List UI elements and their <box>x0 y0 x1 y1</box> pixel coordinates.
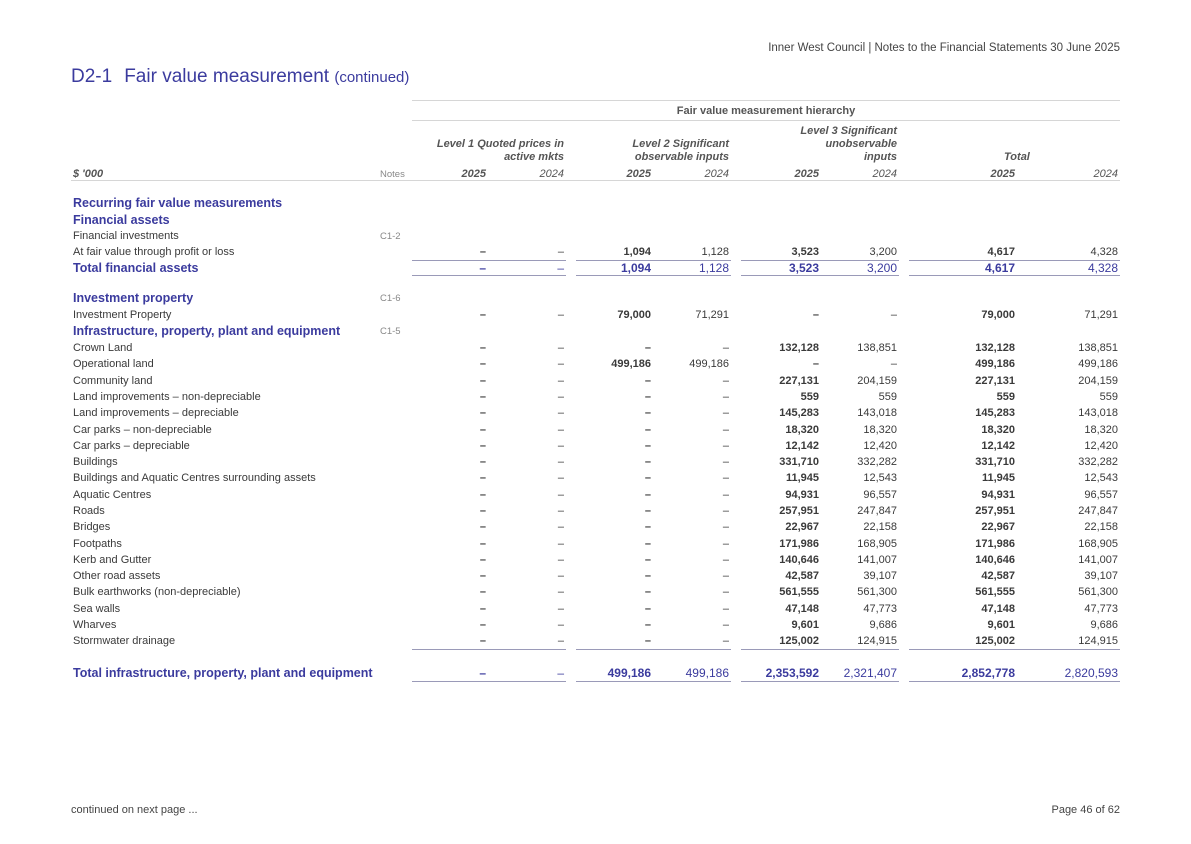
financial-assets-heading: Financial assets <box>73 212 170 227</box>
cell-level3-2025: 125,002 <box>741 633 821 649</box>
row-label: Car parks – depreciable <box>73 439 190 452</box>
level1-year-2025: 2025 <box>412 164 488 180</box>
cell-level3-2024: 168,905 <box>857 537 897 550</box>
cell-level2-2025: 499,186 <box>576 650 653 682</box>
cell-total-2024: 39,107 <box>1084 570 1118 583</box>
table-row <box>71 552 1120 568</box>
cell-total-2025: 140,646 <box>975 553 1015 566</box>
cell-total-2025: 2,852,778 <box>909 650 1017 682</box>
cell-level3-2025: 227,131 <box>779 374 819 387</box>
table-row <box>71 307 1120 323</box>
level3-year-2024: 2024 <box>821 164 899 180</box>
cell-total-2024: 18,320 <box>1084 423 1118 436</box>
cell-level3-2024: 9,686 <box>869 619 897 632</box>
row-label: Stormwater drainage <box>73 635 176 648</box>
row-label: Operational land <box>73 358 154 371</box>
cell-total-2024: 559 <box>1099 390 1118 403</box>
row-label: Land improvements – depreciable <box>73 407 239 420</box>
cell-level1-2025: – <box>479 390 486 403</box>
cell-total-2025: 257,951 <box>975 505 1015 517</box>
cell-total-2025: 47,148 <box>981 602 1015 615</box>
cell-level3-2025: 3,523 <box>741 244 821 260</box>
row-label: Buildings and Aquatic Centres surrounding assets <box>73 472 316 485</box>
row-notes: C1-6 <box>380 292 401 304</box>
cell-level2-2025: – <box>644 472 651 485</box>
row-label: Aquatic Centres <box>73 488 152 501</box>
cell-level2-2024: – <box>722 521 729 534</box>
cell-level3-2024: 124,915 <box>821 633 899 649</box>
cell-level2-2024: 499,186 <box>653 650 731 682</box>
table-row <box>71 617 1120 633</box>
cell-total-2025: 145,283 <box>975 407 1015 420</box>
cell-level1-2024: – <box>557 342 564 355</box>
cell-level2-2024: – <box>722 456 729 469</box>
cell-total-2024: 4,328 <box>1017 261 1120 276</box>
year-header-row <box>71 164 1120 180</box>
row-label: Car parks – non-depreciable <box>73 423 212 436</box>
cell-level3-2025: – <box>812 308 819 321</box>
cell-level1-2025: – <box>479 407 486 420</box>
cell-level1-2024: – <box>557 553 564 566</box>
cell-level2-2025: – <box>644 439 651 452</box>
cell-level3-2025: 140,646 <box>779 553 819 566</box>
row-label: Investment Property <box>73 308 172 321</box>
table-row <box>71 405 1120 421</box>
table-row <box>71 454 1120 470</box>
cell-total-2024: 141,007 <box>1078 553 1118 566</box>
row-label: Land improvements – non-depreciable <box>73 390 261 403</box>
cell-total-2025: 42,587 <box>981 570 1015 583</box>
cell-level3-2025: 22,967 <box>785 521 819 534</box>
level-header-row <box>71 121 1120 165</box>
total-header: Total <box>1004 151 1030 163</box>
cell-level3-2024: 96,557 <box>863 488 897 501</box>
cell-total-2024: 71,291 <box>1084 308 1118 321</box>
level2-year-2024: 2024 <box>653 164 731 180</box>
cell-level1-2024: – <box>557 505 564 517</box>
investment-property-heading: Investment property <box>73 291 194 306</box>
cell-total-2025: 22,967 <box>981 521 1015 534</box>
cell-total-2025: 9,601 <box>987 619 1015 632</box>
total-row <box>71 261 1120 276</box>
cell-level3-2025: 42,587 <box>785 570 819 583</box>
table-row <box>71 421 1120 437</box>
level2-header: Level 2 Significant observable inputs <box>632 138 729 163</box>
cell-level1-2024: – <box>557 407 564 420</box>
row-label: Bulk earthworks (non-depreciable) <box>73 586 241 599</box>
cell-level3-2025: 94,931 <box>785 488 819 501</box>
cell-level1-2024: – <box>557 423 564 436</box>
cell-level2-2025: – <box>644 570 651 583</box>
cell-level3-2025: 331,710 <box>779 456 819 469</box>
table-row <box>71 244 1120 260</box>
cell-total-2025: 12,142 <box>981 439 1015 452</box>
cell-level1-2025: – <box>412 633 488 649</box>
cell-level3-2024: 143,018 <box>857 407 897 420</box>
cell-level2-2025: – <box>644 456 651 469</box>
level3-header: Level 3 Significant unobservable inputs <box>800 125 897 163</box>
section-number: D2-1 <box>71 66 113 87</box>
table-row <box>71 389 1120 405</box>
cell-level2-2024: – <box>722 374 729 387</box>
cell-total-2025: 94,931 <box>981 488 1015 501</box>
cell-level1-2024: – <box>557 358 564 371</box>
cell-level1-2025: – <box>479 586 486 599</box>
continued-label: (continued) <box>334 69 410 86</box>
cell-level1-2024: – <box>488 261 566 276</box>
cell-level1-2025: – <box>479 570 486 583</box>
cell-level1-2025: – <box>412 650 488 682</box>
level1-header: Level 1 Quoted prices in active mkts <box>436 138 564 163</box>
cell-total-2025: 559 <box>996 390 1015 403</box>
level1-year-2024: 2024 <box>488 164 566 180</box>
cell-level3-2024: 204,159 <box>857 374 897 387</box>
cell-level2-2024: – <box>722 586 729 599</box>
cell-level3-2025: 561,555 <box>779 586 819 599</box>
cell-level3-2025: 2,353,592 <box>741 650 821 682</box>
level3-year-2025: 2025 <box>741 164 821 180</box>
cell-level3-2024: 3,200 <box>821 244 899 260</box>
cell-level3-2025: 11,945 <box>785 472 819 485</box>
row-label: Roads <box>73 505 105 517</box>
section-row <box>71 194 1120 211</box>
cell-level2-2025: – <box>644 423 651 436</box>
cell-level3-2025: 47,148 <box>785 602 819 615</box>
cell-total-2024: 47,773 <box>1084 602 1118 615</box>
cell-level2-2024: – <box>722 602 729 615</box>
cell-level1-2024: – <box>557 619 564 632</box>
cell-level1-2025: – <box>479 456 486 469</box>
cell-level2-2024: 1,128 <box>653 261 731 276</box>
cell-total-2025: 4,617 <box>909 244 1017 260</box>
table-row <box>71 535 1120 551</box>
cell-level3-2024: – <box>890 358 897 371</box>
cell-total-2024: 9,686 <box>1090 619 1118 632</box>
cell-level2-2024: – <box>722 619 729 632</box>
level2-year-2025: 2025 <box>576 164 653 180</box>
cell-level2-2025: – <box>644 537 651 550</box>
cell-level3-2025: 9,601 <box>791 619 819 632</box>
cell-level1-2025: – <box>479 358 486 371</box>
cell-total-2024: 96,557 <box>1084 488 1118 501</box>
cell-total-2025: 132,128 <box>975 342 1015 355</box>
section-title: Fair value measurement <box>124 66 330 87</box>
cell-level1-2025: – <box>479 537 486 550</box>
cell-level2-2024: 499,186 <box>689 358 729 371</box>
table-row <box>71 519 1120 535</box>
cell-level2-2024: – <box>722 505 729 517</box>
fair-value-table <box>71 100 1120 682</box>
page-number: Page 46 of 62 <box>1051 804 1120 816</box>
cell-level1-2024: – <box>557 521 564 534</box>
table-row <box>71 340 1120 356</box>
recurring-heading: Recurring fair value measurements <box>73 195 283 210</box>
cell-level2-2024: 71,291 <box>695 308 729 321</box>
cell-level3-2024: 12,420 <box>863 439 897 452</box>
cell-level1-2024: – <box>557 439 564 452</box>
table-row <box>71 438 1120 454</box>
cell-level3-2024: 561,300 <box>857 586 897 599</box>
cell-total-2025: 331,710 <box>975 456 1015 469</box>
cell-level3-2024: – <box>890 308 897 321</box>
cell-total-2024: 143,018 <box>1078 407 1118 420</box>
cell-level1-2025: – <box>479 439 486 452</box>
cell-total-2025: 79,000 <box>981 308 1015 321</box>
row-notes: C1-2 <box>380 230 401 242</box>
cell-level1-2025: – <box>479 602 486 615</box>
cell-level2-2025: – <box>644 342 651 355</box>
table-row <box>71 503 1120 519</box>
row-label: Footpaths <box>73 537 122 550</box>
cell-level1-2024: – <box>557 537 564 550</box>
cell-level1-2025: – <box>479 308 486 321</box>
cell-total-2025: 18,320 <box>981 423 1015 436</box>
cell-total-2024: 204,159 <box>1078 374 1118 387</box>
cell-level1-2025: – <box>479 342 486 355</box>
table-row <box>71 228 1120 244</box>
row-label: Crown Land <box>73 342 133 355</box>
cell-level2-2024: – <box>722 570 729 583</box>
cell-level1-2025: – <box>479 619 486 632</box>
fair-value-table-container <box>71 100 1120 682</box>
row-label: Total infrastructure, property, plant and equipment <box>73 665 373 680</box>
hierarchy-header-row <box>71 101 1120 121</box>
cell-level2-2024: – <box>722 488 729 501</box>
page-header: Inner West Council | Notes to the Financial Statements 30 June 2025 <box>768 42 1120 54</box>
cell-level2-2025: – <box>644 602 651 615</box>
cell-level1-2025: – <box>479 488 486 501</box>
unit-label: $ '000 <box>71 164 378 180</box>
cell-level1-2024: – <box>557 570 564 583</box>
cell-level2-2025: – <box>644 488 651 501</box>
cell-level1-2024: – <box>488 244 566 260</box>
cell-level2-2024: – <box>722 537 729 550</box>
cell-total-2024: 332,282 <box>1078 456 1118 469</box>
cell-level2-2024: – <box>722 342 729 355</box>
cell-level1-2024: – <box>557 308 564 321</box>
cell-level3-2025: 559 <box>800 390 819 403</box>
row-label: Total financial assets <box>73 261 199 276</box>
cell-level3-2024: 22,158 <box>863 521 897 534</box>
cell-level3-2024: 138,851 <box>857 342 897 355</box>
cell-level2-2025: – <box>644 374 651 387</box>
row-label: Wharves <box>73 619 117 632</box>
cell-level3-2024: 47,773 <box>863 602 897 615</box>
row-label: Financial investments <box>73 230 179 243</box>
row-label: Other road assets <box>73 570 161 583</box>
total-year-2024: 2024 <box>1017 164 1120 180</box>
cell-total-2024: 12,420 <box>1084 439 1118 452</box>
table-row <box>71 584 1120 600</box>
cell-level2-2025: 79,000 <box>617 308 651 321</box>
cell-level2-2025: – <box>644 407 651 420</box>
section-row <box>71 290 1120 307</box>
cell-level1-2024: – <box>488 633 566 649</box>
table-body <box>71 180 1120 682</box>
cell-level1-2024: – <box>557 472 564 485</box>
cell-total-2025: 125,002 <box>909 633 1017 649</box>
cell-total-2025: 171,986 <box>975 537 1015 550</box>
cell-total-2024: 138,851 <box>1078 342 1118 355</box>
cell-level2-2024: – <box>722 439 729 452</box>
table-row <box>71 487 1120 503</box>
table-row <box>71 356 1120 372</box>
cell-total-2025: 4,617 <box>909 261 1017 276</box>
cell-level3-2024: 12,543 <box>863 472 897 485</box>
cell-level3-2025: 18,320 <box>785 423 819 436</box>
hierarchy-label: Fair value measurement hierarchy <box>412 101 1120 121</box>
cell-level3-2024: 559 <box>878 390 897 403</box>
cell-level2-2024: 1,128 <box>653 244 731 260</box>
ippe-heading: Infrastructure, property, plant and equipment <box>73 324 341 339</box>
cell-level1-2024: – <box>488 650 566 682</box>
row-label: Sea walls <box>73 602 121 615</box>
table-row <box>71 470 1120 486</box>
cell-level2-2025: – <box>644 586 651 599</box>
notes-header: Notes <box>378 164 412 180</box>
total-year-2025: 2025 <box>909 164 1017 180</box>
cell-level2-2025: – <box>644 390 651 403</box>
cell-level2-2025: – <box>644 505 651 517</box>
cell-level1-2024: – <box>557 586 564 599</box>
cell-level1-2025: – <box>479 423 486 436</box>
page-title <box>71 66 409 88</box>
cell-total-2024: 22,158 <box>1084 521 1118 534</box>
cell-level3-2024: 141,007 <box>857 553 897 566</box>
cell-total-2024: 12,543 <box>1084 472 1118 485</box>
table-row <box>71 601 1120 617</box>
cell-level2-2025: – <box>576 633 653 649</box>
cell-total-2025: 499,186 <box>975 358 1015 371</box>
cell-level3-2025: 145,283 <box>779 407 819 420</box>
cell-level2-2025: 1,094 <box>576 261 653 276</box>
cell-level1-2024: – <box>557 456 564 469</box>
row-label: Bridges <box>73 521 111 534</box>
cell-total-2025: 561,555 <box>975 586 1015 599</box>
row-label: Buildings <box>73 456 118 469</box>
cell-level3-2025: 3,523 <box>741 261 821 276</box>
cell-level3-2025: – <box>812 358 819 371</box>
cell-total-2024: 561,300 <box>1078 586 1118 599</box>
cell-level1-2025: – <box>412 244 488 260</box>
cell-level3-2025: 132,128 <box>779 342 819 355</box>
table-row <box>71 372 1120 388</box>
cell-level1-2025: – <box>479 521 486 534</box>
row-label: Kerb and Gutter <box>73 553 152 566</box>
cell-level1-2024: – <box>557 374 564 387</box>
cell-total-2025: 227,131 <box>975 374 1015 387</box>
cell-level1-2025: – <box>479 505 486 517</box>
cell-level2-2024: – <box>722 423 729 436</box>
cell-level3-2024: 3,200 <box>821 261 899 276</box>
cell-level2-2025: 499,186 <box>611 358 651 371</box>
cell-level3-2025: 257,951 <box>779 505 819 517</box>
cell-total-2024: 168,905 <box>1078 537 1118 550</box>
cell-level1-2025: – <box>479 374 486 387</box>
cell-level1-2024: – <box>557 488 564 501</box>
cell-total-2024: 124,915 <box>1017 633 1120 649</box>
row-label: Community land <box>73 374 153 387</box>
cell-level2-2025: 1,094 <box>576 244 653 260</box>
cell-level2-2024: – <box>722 553 729 566</box>
cell-level3-2024: 247,847 <box>857 505 897 517</box>
cell-level3-2025: 171,986 <box>779 537 819 550</box>
cell-total-2024: 2,820,593 <box>1017 650 1120 682</box>
section-row <box>71 323 1120 340</box>
section-row <box>71 211 1120 228</box>
cell-level2-2024: – <box>722 407 729 420</box>
cell-level2-2024: – <box>722 472 729 485</box>
table-row <box>71 633 1120 649</box>
continued-note: continued on next page ... <box>71 804 198 816</box>
cell-level3-2024: 332,282 <box>857 456 897 469</box>
row-label: At fair value through profit or loss <box>73 246 235 259</box>
cell-total-2024: 4,328 <box>1017 244 1120 260</box>
cell-level3-2024: 18,320 <box>863 423 897 436</box>
cell-level2-2025: – <box>644 521 651 534</box>
row-notes: C1-5 <box>380 325 401 337</box>
cell-level2-2025: – <box>644 619 651 632</box>
cell-level2-2025: – <box>644 553 651 566</box>
cell-level1-2024: – <box>557 390 564 403</box>
cell-level1-2025: – <box>479 553 486 566</box>
cell-total-2024: 499,186 <box>1078 358 1118 371</box>
cell-level3-2025: 12,142 <box>785 439 819 452</box>
cell-level1-2024: – <box>557 602 564 615</box>
cell-level3-2024: 39,107 <box>863 570 897 583</box>
cell-level1-2025: – <box>479 472 486 485</box>
cell-total-2025: 11,945 <box>981 472 1015 485</box>
table-row <box>71 568 1120 584</box>
cell-total-2024: 247,847 <box>1078 505 1118 517</box>
cell-level1-2025: – <box>412 261 488 276</box>
cell-level2-2024: – <box>722 390 729 403</box>
total-row <box>71 650 1120 682</box>
cell-level3-2024: 2,321,407 <box>821 650 899 682</box>
cell-level2-2024: – <box>653 633 731 649</box>
